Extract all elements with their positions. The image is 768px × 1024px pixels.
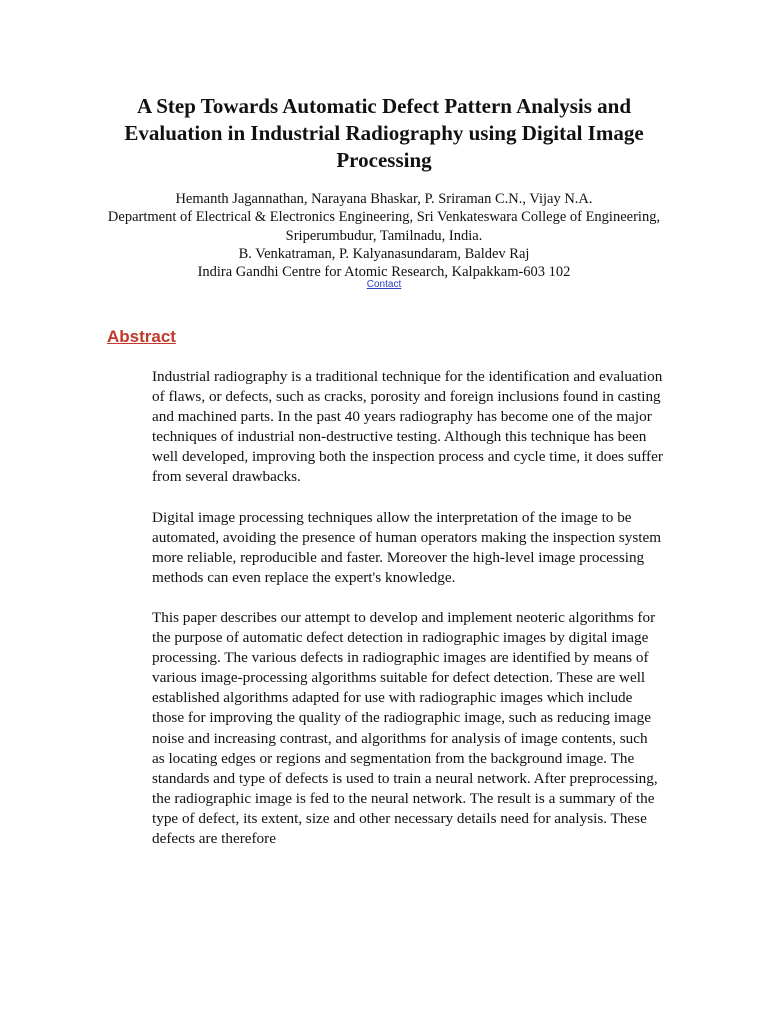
authors-line-2: B. Venkatraman, P. Kalyanasundaram, Baldev Raj — [238, 245, 530, 262]
abstract-paragraph-2: Digital image processing techniques allow the interpretation of the image to be automated, avoiding the presence of human operators making the inspection system more reliable, reproducible and faster. Moreover the high-level image processing methods can even replace the expert's knowledge. — [152, 508, 662, 586]
contact-link[interactable]: Contact — [366, 279, 402, 290]
abstract-body — [152, 367, 664, 869]
affiliation-2: Indira Gandhi Centre for Atomic Research, Kalpakkam-603 102 — [197, 264, 571, 281]
paper-title: A Step Towards Automatic Defect Pattern Analysis and Evaluation in Industrial Radiography using Digital Image Processing — [124, 94, 644, 172]
author-block — [90, 190, 678, 281]
abstract-paragraph-3: This paper describes our attempt to develop and implement neoteric algorithms for the purpose of automatic defect detection in radiographic images by digital image processing. The various defects in radiographic images are identified by means of various image-processing algorithms suitable for defect detection. These are well established algorithms adapted for use with radiographic images which include those for improving the quality of the radiographic image, such as reducing image noise and increasing contrast, and algorithms for analysis of image contents, such as locating edges or regions and segmentation from the background image. The standards and type of defects is used to train a neural network. After preprocessing, the radiographic image is fed to the neural network. The result is a summary of the type of defect, its extent, size and other necessary details need for analysis. These defects are therefore — [152, 608, 658, 847]
contact-row — [0, 279, 768, 291]
abstract-heading: Abstract — [107, 327, 176, 346]
abstract-paragraph-1: Industrial radiography is a traditional technique for the identification and evaluation of flaws, or defects, such as cracks, porosity and foreign inclusions found in casting and machined parts. In the past 40 years radiography has become one of the major techniques of industrial non-destructive testing. Although this technique has been well developed, improving both the inspection process and cycle time, it does suffer from several drawbacks. — [152, 368, 663, 486]
affiliation-1: Department of Electrical & Electronics Engineering, Sri Venkateswara College of Engineering, Sriperumbudur, Tamilnadu, India. — [107, 209, 661, 244]
authors-line-1: Hemanth Jagannathan, Narayana Bhaskar, P. Sriraman C.N., Vijay N.A. — [175, 191, 593, 207]
